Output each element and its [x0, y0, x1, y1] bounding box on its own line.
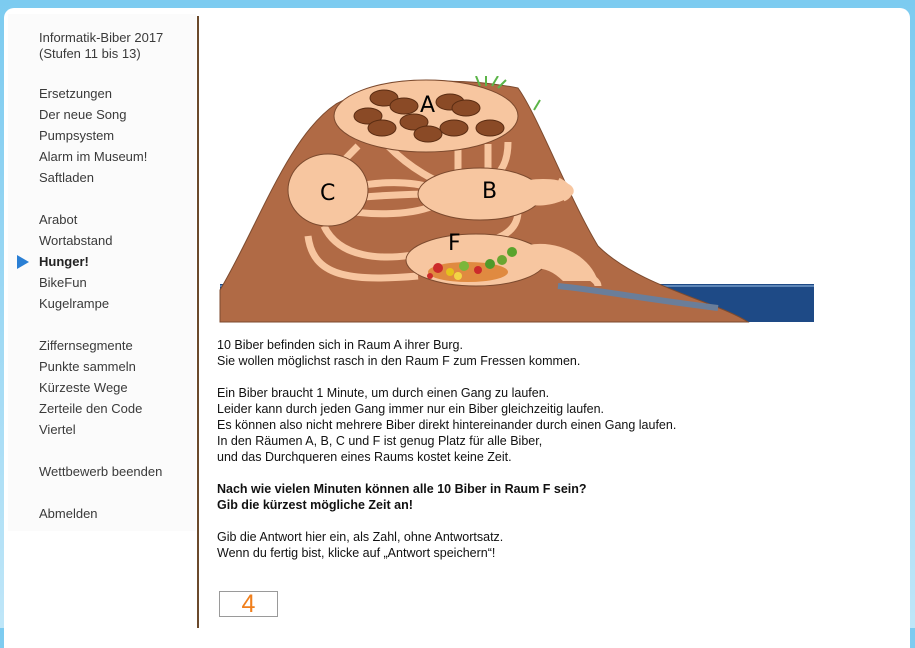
answer-instructions [217, 529, 837, 561]
nav-task-pumpsystem[interactable]: Pumpsystem [39, 128, 115, 143]
nav-task-wortabstand[interactable]: Wortabstand [39, 233, 113, 248]
rule-line: In den Räumen A, B, C und F ist genug Platz für alle Biber, [217, 434, 543, 448]
contest-levels: (Stufen 11 bis 13) [39, 46, 141, 61]
beaver [476, 120, 504, 136]
nav-task-ziffernsegmente[interactable]: Ziffernsegmente [39, 338, 133, 353]
nav-spacer [39, 314, 163, 335]
nav-task-punkte-sammeln[interactable]: Punkte sammeln [39, 359, 136, 374]
room-label-c: C [320, 181, 336, 206]
sidebar-divider [197, 16, 199, 628]
task-description [217, 337, 837, 577]
nav-task-kuerzeste-wege[interactable]: Kürzeste Wege [39, 380, 128, 395]
nav-task-arabot[interactable]: Arabot [39, 212, 78, 227]
task-navigation [39, 30, 163, 524]
beaver [440, 120, 468, 136]
nav-task-hunger[interactable] [39, 251, 163, 272]
room-b [418, 168, 542, 220]
question-line: Gib die kürzest mögliche Zeit an! [217, 498, 413, 512]
task-rules [217, 385, 837, 465]
task-question [217, 481, 837, 513]
beaver [452, 100, 480, 116]
beaver [390, 98, 418, 114]
contest-title: Informatik-Biber 2017 [39, 30, 164, 45]
nav-task-saftladen[interactable]: Saftladen [39, 170, 94, 185]
rule-line: und das Durchqueren eines Raums kostet keine Zeit. [217, 450, 512, 464]
nav-task-viertel[interactable]: Viertel [39, 422, 76, 437]
intro-line: Sie wollen möglichst rasch in den Raum F zum Fressen kommen. [217, 354, 581, 368]
nav-task-bikefun[interactable]: BikeFun [39, 275, 87, 290]
nav-task-hunger-label: Hunger! [39, 254, 89, 269]
logout-link[interactable]: Abmelden [39, 506, 98, 521]
finish-contest-link[interactable]: Wettbewerb beenden [39, 464, 163, 479]
nav-task-alarm-im-museum[interactable]: Alarm im Museum! [39, 149, 148, 164]
nav-task-kugelrampe[interactable]: Kugelrampe [39, 296, 110, 311]
room-label-a: A [420, 93, 436, 118]
nav-spacer [39, 62, 163, 83]
instruction-line: Wenn du fertig bist, klicke auf „Antwort speichern“! [217, 546, 496, 560]
rule-line: Es können also nicht mehrere Biber direkt hintereinander durch einen Gang laufen. [217, 418, 677, 432]
task-intro [217, 337, 837, 369]
nav-spacer [39, 440, 163, 461]
rule-line: Ein Biber braucht 1 Minute, um durch einen Gang zu laufen. [217, 386, 550, 400]
nav-task-der-neue-song[interactable]: Der neue Song [39, 107, 127, 122]
room-label-b: B [482, 179, 498, 204]
nav-spacer [39, 188, 163, 209]
nav-task-ersetzungen[interactable]: Ersetzungen [39, 86, 112, 101]
room-label-f: F [448, 231, 461, 256]
rule-line: Leider kann durch jeden Gang immer nur ein Biber gleichzeitig laufen. [217, 402, 605, 416]
answer-input[interactable]: 4 [219, 591, 278, 617]
question-line: Nach wie vielen Minuten können alle 10 Biber in Raum F sein? [217, 482, 587, 496]
intro-line: 10 Biber befinden sich in Raum A ihrer Burg. [217, 338, 463, 352]
nav-spacer [39, 482, 163, 503]
beaver-lodge-illustration [218, 76, 814, 324]
current-task-arrow-icon [17, 255, 29, 269]
beaver [414, 126, 442, 142]
nav-task-zerteile-den-code[interactable]: Zerteile den Code [39, 401, 143, 416]
beaver [368, 120, 396, 136]
instruction-line: Gib die Antwort hier ein, als Zahl, ohne Antwortsatz. [217, 530, 504, 544]
